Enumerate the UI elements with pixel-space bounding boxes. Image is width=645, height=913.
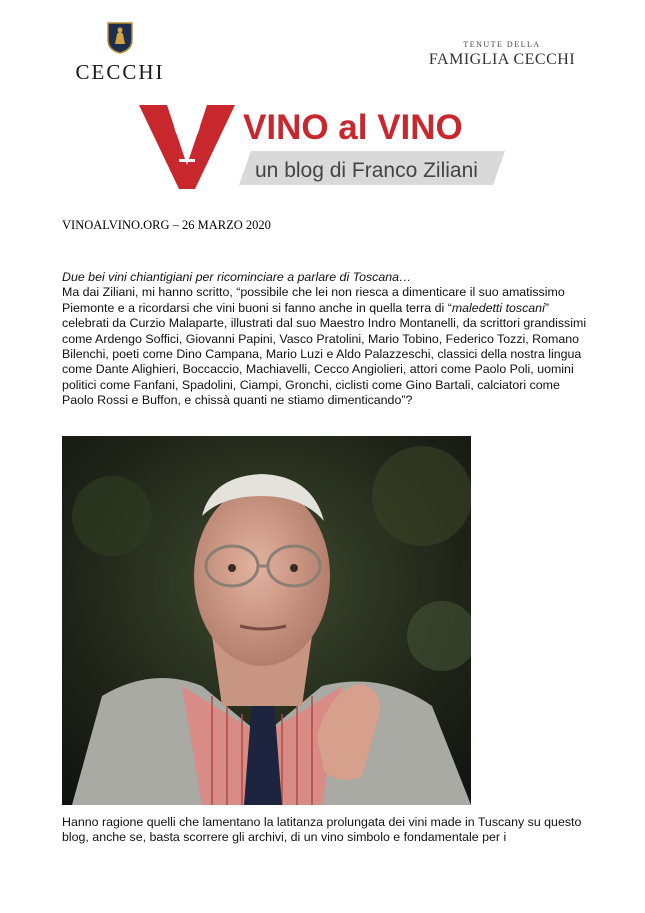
cecchi-wordmark: CECCHI	[75, 60, 165, 84]
wine-glass-icon	[139, 105, 235, 189]
article-lead: Due bei vini chiantigiani per ricominciare a parlare di Toscana…	[62, 270, 412, 284]
crest-icon	[107, 22, 133, 54]
article-paragraph-2: Hanno ragione quelli che lamentano la latitanza prolungata dei vini made in Tuscany su questo blog, anche se, basta scorrere gli archivi, di un vino simbolo e fondamentale per i	[62, 815, 582, 845]
article-photo	[62, 436, 471, 805]
article-paragraph-1	[62, 285, 587, 408]
paragraph-1-start: Ma dai Ziliani, mi hanno scritto, “possibile che lei non riesca a dimenticare il suo amatissimo Piemonte e a ricordarsi che vini buoni si fanno anche in quella terra di “	[62, 285, 565, 315]
quoted-italic: maledetti toscani	[451, 300, 545, 315]
vino-al-vino-logo	[137, 103, 507, 191]
blog-subtitle: un blog di Franco Ziliani	[255, 159, 478, 182]
famiglia-cecchi-logo	[418, 40, 586, 69]
blog-title: VINO al VINO	[243, 108, 463, 147]
cecchi-logo	[70, 22, 170, 85]
paragraph-1-end: ” celebrati da Curzio Malaparte, illustrati dal suo Maestro Indro Montanelli, da scrittori grandissimi come Ardengo Soffici, Giovanni Papini, Vasco Pratolini, Mario Tobino, Federico Tozzi, Romano Bilenchi, poeti come Dino Campana, Mario Luzi e Aldo Palazzeschi, classici della nostra lingua come Dante Alighieri, Boccaccio, Machiavelli, Cecco Angiolieri, attori come Paolo Poli, uomini politici come Fanfani, Spadolini, Ciampi, Gronchi, ciclisti come Gino Bartali, calciatori come Paolo Rossi e Buffon, e chissà quanti ne stiamo dimenticando”?	[62, 300, 587, 408]
tenute-della-text: TENUTE DELLA	[463, 40, 541, 49]
source-date-line: VINOALVINO.ORG – 26 MARZO 2020	[62, 218, 271, 232]
article-intro	[62, 270, 587, 409]
famiglia-cecchi-text: FAMIGLIA CECCHI	[428, 51, 576, 68]
